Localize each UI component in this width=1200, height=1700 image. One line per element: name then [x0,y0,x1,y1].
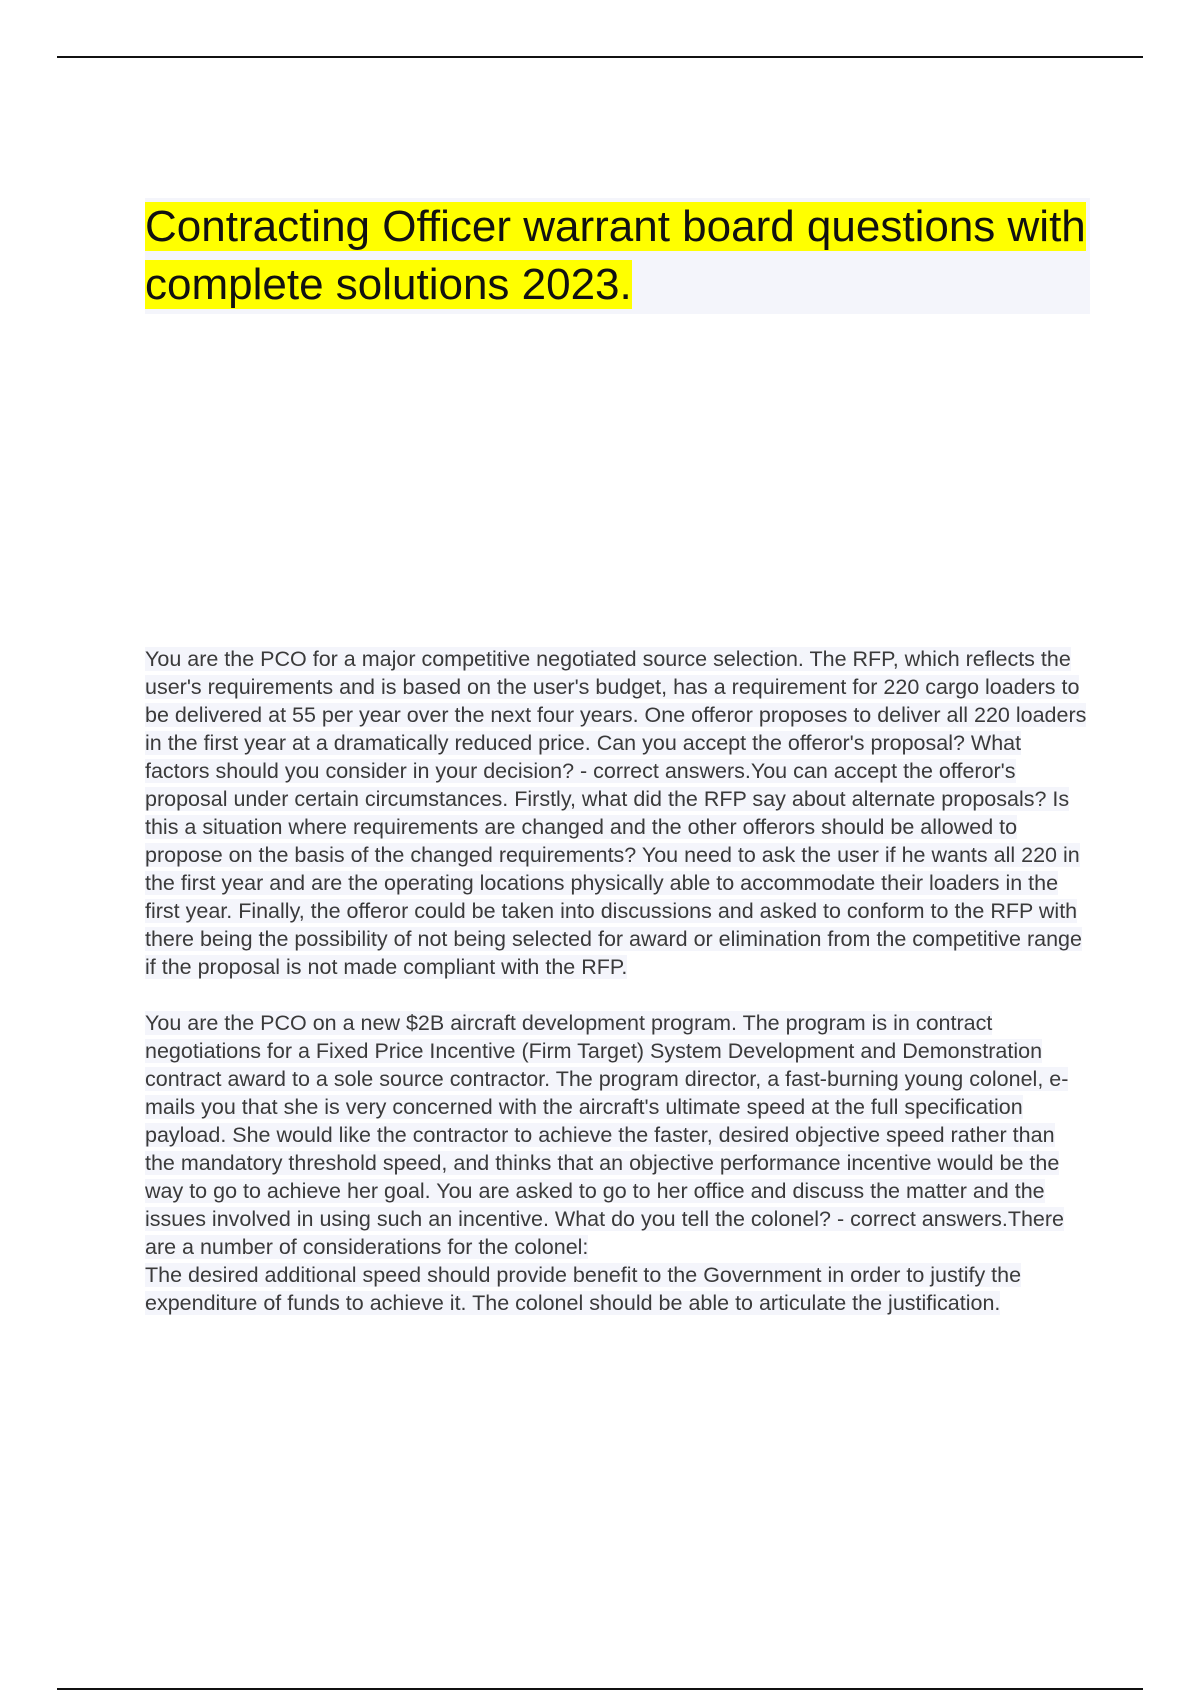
document-title [145,198,1090,314]
title-block [145,198,1090,314]
bottom-rule [57,1688,1143,1690]
document-body [145,645,1090,1345]
question-answer-1-text: You are the PCO for a major competitive negotiated source selection. The RFP, which reflects the user's requirements and is based on the user's budget, has a requirement for 220 cargo loaders to be delivered at 55 per year over the next four years. One offeror proposes to deliver all 220 loaders in the first year at a dramatically reduced price. Can you accept the offeror's proposal? What factors should you consider in your decision? - correct answers.You can accept the offeror's proposal under certain circumstances. Firstly, what did the RFP say about alternate proposals? Is this a situation where requirements are changed and the other offerors should be allowed to propose on the basis of the changed requirements? You need to ask the user if he wants all 220 in the first year and are the operating locations physically able to accommodate their loaders in the first year. Finally, the offeror could be taken into discussions and asked to conform to the RFP with there being the possibility of not being selected for award or elimination from the competitive range if the proposal is not made compliant with the RFP. [145,647,1087,979]
top-rule [57,56,1143,58]
question-answer-2-text: You are the PCO on a new $2B aircraft development program. The program is in contract negotiations for a Fixed Price Incentive (Firm Target) System Development and Demonstration contract award to a sole source contractor. The program director, a fast-burning young colonel, e-mails you that she is very concerned with the aircraft's ultimate speed at the full specification payload. She would like the contractor to achieve the faster, desired objective speed rather than the mandatory threshold speed, and thinks that an objective performance incentive would be the way to go to achieve her goal. You are asked to go to her office and discuss the matter and the issues involved in using such an incentive. What do you tell the colonel? - correct answers.There are a number of considerations for the colonel: The desired additional speed should provide benefit to the Government in order to justify the expenditure of funds to achieve it. The colonel should be able to articulate the justification. [145,1011,1069,1315]
question-answer-1 [145,645,1090,981]
document-title-text: Contracting Officer warrant board questions with complete solutions 2023. [145,202,1086,309]
question-answer-2 [145,1009,1090,1317]
